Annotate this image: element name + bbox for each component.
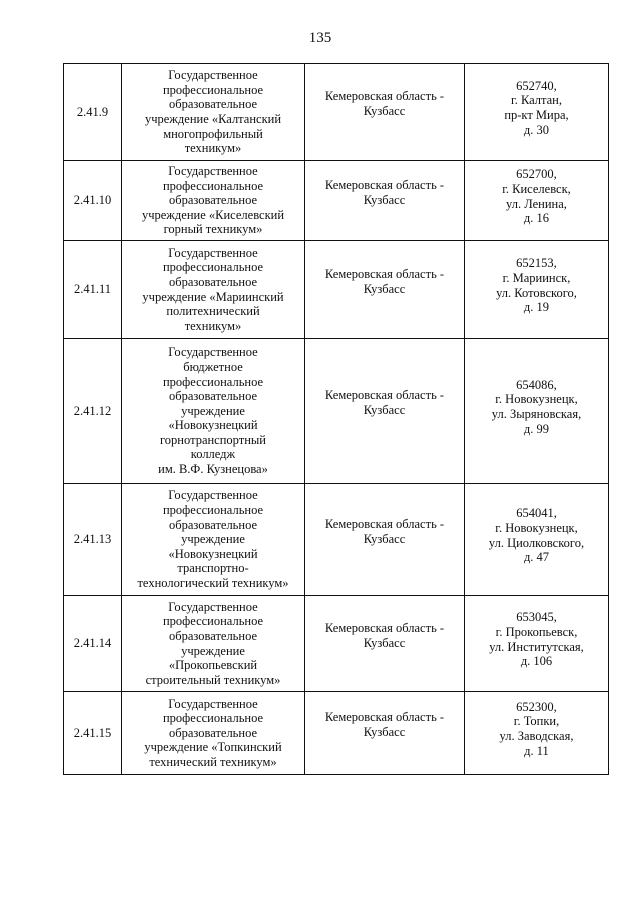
region-cell (305, 161, 465, 241)
row-number-cell: 2.41.9 (64, 64, 122, 161)
region-cell (305, 339, 465, 484)
address-text: 652700, г. Киселевск, ул. Ленина, д. 16 (502, 167, 571, 226)
region-text: Кемеровская область - Кузбасс (324, 710, 445, 739)
address-cell (465, 161, 609, 241)
region-text: Кемеровская область - Кузбасс (324, 266, 445, 296)
institutions-table (63, 63, 609, 775)
institution-name-cell: Государственное профессиональное образовательное учреждение «Новокузнецкий транспортно- технологический техникум» (122, 484, 305, 596)
institution-name-cell: Государственное профессиональное образовательное учреждение «Мариинский политехнический техникум» (122, 241, 305, 339)
table-row (64, 692, 609, 775)
address-text: 654086, г. Новокузнецк, ул. Зыряновская, д. 99 (491, 377, 582, 436)
table-row (64, 596, 609, 692)
institution-name-cell: Государственное профессиональное образовательное учреждение «Топкинский технический техникум» (122, 692, 305, 775)
region-cell (305, 484, 465, 596)
table-row (64, 64, 609, 161)
region-cell (305, 64, 465, 161)
row-number-cell: 2.41.12 (64, 339, 122, 484)
table-row (64, 339, 609, 484)
address-text: 652740, г. Калтан, пр-кт Мира, д. 30 (504, 78, 569, 137)
institution-name-cell: Государственное бюджетное профессиональное образовательное учреждение «Новокузнецкий горнотранспортный колледж им. В.Ф. Кузнецова» (122, 339, 305, 484)
address-cell (465, 339, 609, 484)
row-number-cell: 2.41.14 (64, 596, 122, 692)
table-row (64, 161, 609, 241)
table-row (64, 484, 609, 596)
address-text: 652153, г. Мариинск, ул. Котовского, д. 19 (496, 256, 577, 315)
region-text: Кемеровская область - Кузбасс (324, 516, 445, 546)
row-number-cell: 2.41.10 (64, 161, 122, 241)
address-text: 652300, г. Топки, ул. Заводская, д. 11 (499, 699, 574, 758)
region-cell (305, 241, 465, 339)
region-text: Кемеровская область - Кузбасс (324, 177, 445, 207)
row-number-cell: 2.41.15 (64, 692, 122, 775)
region-text: Кемеровская область - Кузбасс (324, 89, 445, 118)
address-cell (465, 596, 609, 692)
institution-name-cell: Государственное профессиональное образовательное учреждение «Прокопьевский строительный техникум» (122, 596, 305, 692)
address-cell (465, 64, 609, 161)
institution-name-cell: Государственное профессиональное образовательное учреждение «Калтанский многопрофильный техникум» (122, 64, 305, 161)
page-number: 135 (308, 30, 332, 46)
row-number-cell: 2.41.11 (64, 241, 122, 339)
address-cell (465, 241, 609, 339)
region-text: Кемеровская область - Кузбасс (324, 620, 445, 650)
address-cell (465, 692, 609, 775)
address-text: 653045, г. Прокопьевск, ул. Институтская, д. 106 (489, 610, 584, 669)
region-cell (305, 692, 465, 775)
address-cell (465, 484, 609, 596)
region-text: Кемеровская область - Кузбасс (324, 388, 445, 417)
table-row (64, 241, 609, 339)
institution-name-cell: Государственное профессиональное образовательное учреждение «Киселевский горный техникум» (122, 161, 305, 241)
region-cell (305, 596, 465, 692)
row-number-cell: 2.41.13 (64, 484, 122, 596)
address-text: 654041, г. Новокузнецк, ул. Циолковского, д. 47 (488, 506, 585, 565)
